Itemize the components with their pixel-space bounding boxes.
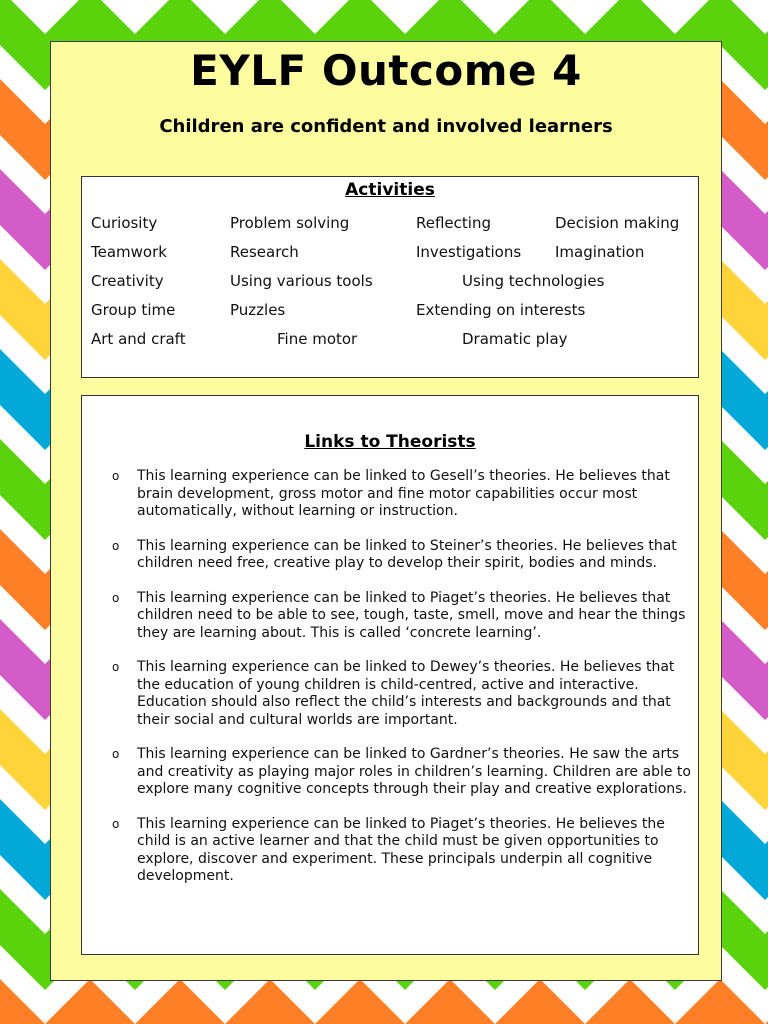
theorists-box — [81, 395, 699, 955]
activity-item: Decision making — [555, 214, 680, 232]
theorist-text: This learning experience can be linked to Dewey’s theories. He believes that the education of young children is child-centred, active and interactive. Education should also reflect the child’s interests and backgrounds and that their social and cultural worlds are important. — [137, 659, 675, 728]
content-panel — [50, 41, 722, 981]
theorists-list — [112, 468, 692, 886]
list-item — [112, 590, 692, 643]
theorist-text: This learning experience can be linked to Piaget’s theories. He believes the child is an active learner and that the child must be given opportunities to explore, discover and experiment. These principals underpin all cognitive development. — [137, 815, 665, 884]
activity-item: Art and craft — [91, 330, 186, 348]
bullet-icon: o — [112, 747, 120, 761]
activity-item: Using technologies — [462, 272, 605, 290]
activity-item: Problem solving — [230, 214, 350, 232]
activity-item: Teamwork — [91, 243, 167, 261]
bullet-icon: o — [112, 538, 120, 553]
activity-item: Dramatic play — [462, 330, 568, 348]
activity-item: Fine motor — [277, 330, 358, 348]
list-item — [112, 659, 692, 729]
theorist-text: This learning experience can be linked to Gardner’s theories. He saw the arts and creativity as playing major roles in children’s learning. Children are able to explore many cognitive concepts through their play and creative explorations. — [137, 746, 691, 797]
activity-item: Group time — [91, 301, 176, 319]
activities-heading: Activities — [345, 180, 435, 200]
bullet-icon: o — [112, 469, 120, 483]
list-item — [112, 468, 692, 521]
bullet-icon: o — [112, 816, 120, 831]
list-item — [112, 816, 692, 886]
list-item — [112, 746, 692, 799]
theorist-text: This learning experience can be linked to Steiner’s theories. He believes that children need free, creative play to develop their spirit, bodies and minds. — [137, 537, 677, 571]
activity-item: Using various tools — [230, 272, 373, 290]
theorists-heading: Links to Theorists — [304, 432, 476, 452]
page-title: EYLF Outcome 4 — [190, 46, 582, 95]
chevron-stripe — [0, 979, 768, 1024]
theorist-text: This learning experience can be linked to Piaget’s theories. He believes that children need to be able to see, tough, taste, smell, move and hear the things they are learning about. This is called ‘concrete learning’. — [137, 589, 686, 641]
activity-item: Investigations — [416, 243, 522, 261]
page-subtitle: Children are confident and involved learners — [159, 116, 613, 137]
list-item — [112, 538, 692, 573]
activity-item: Puzzles — [230, 301, 286, 319]
bullet-icon: o — [112, 660, 120, 674]
activity-item: Imagination — [555, 243, 645, 261]
activity-item: Extending on interests — [416, 301, 586, 319]
activities-box — [81, 176, 699, 378]
bullet-icon: o — [112, 590, 120, 605]
activity-item: Research — [230, 243, 299, 261]
activity-item: Curiosity — [91, 214, 158, 232]
activity-item: Creativity — [91, 272, 164, 290]
theorist-text: This learning experience can be linked to Gesell’s theories. He believes that brain development, gross motor and fine motor capabilities occur most automatically, without learning or instruction. — [137, 468, 670, 519]
activity-item: Reflecting — [416, 214, 491, 232]
